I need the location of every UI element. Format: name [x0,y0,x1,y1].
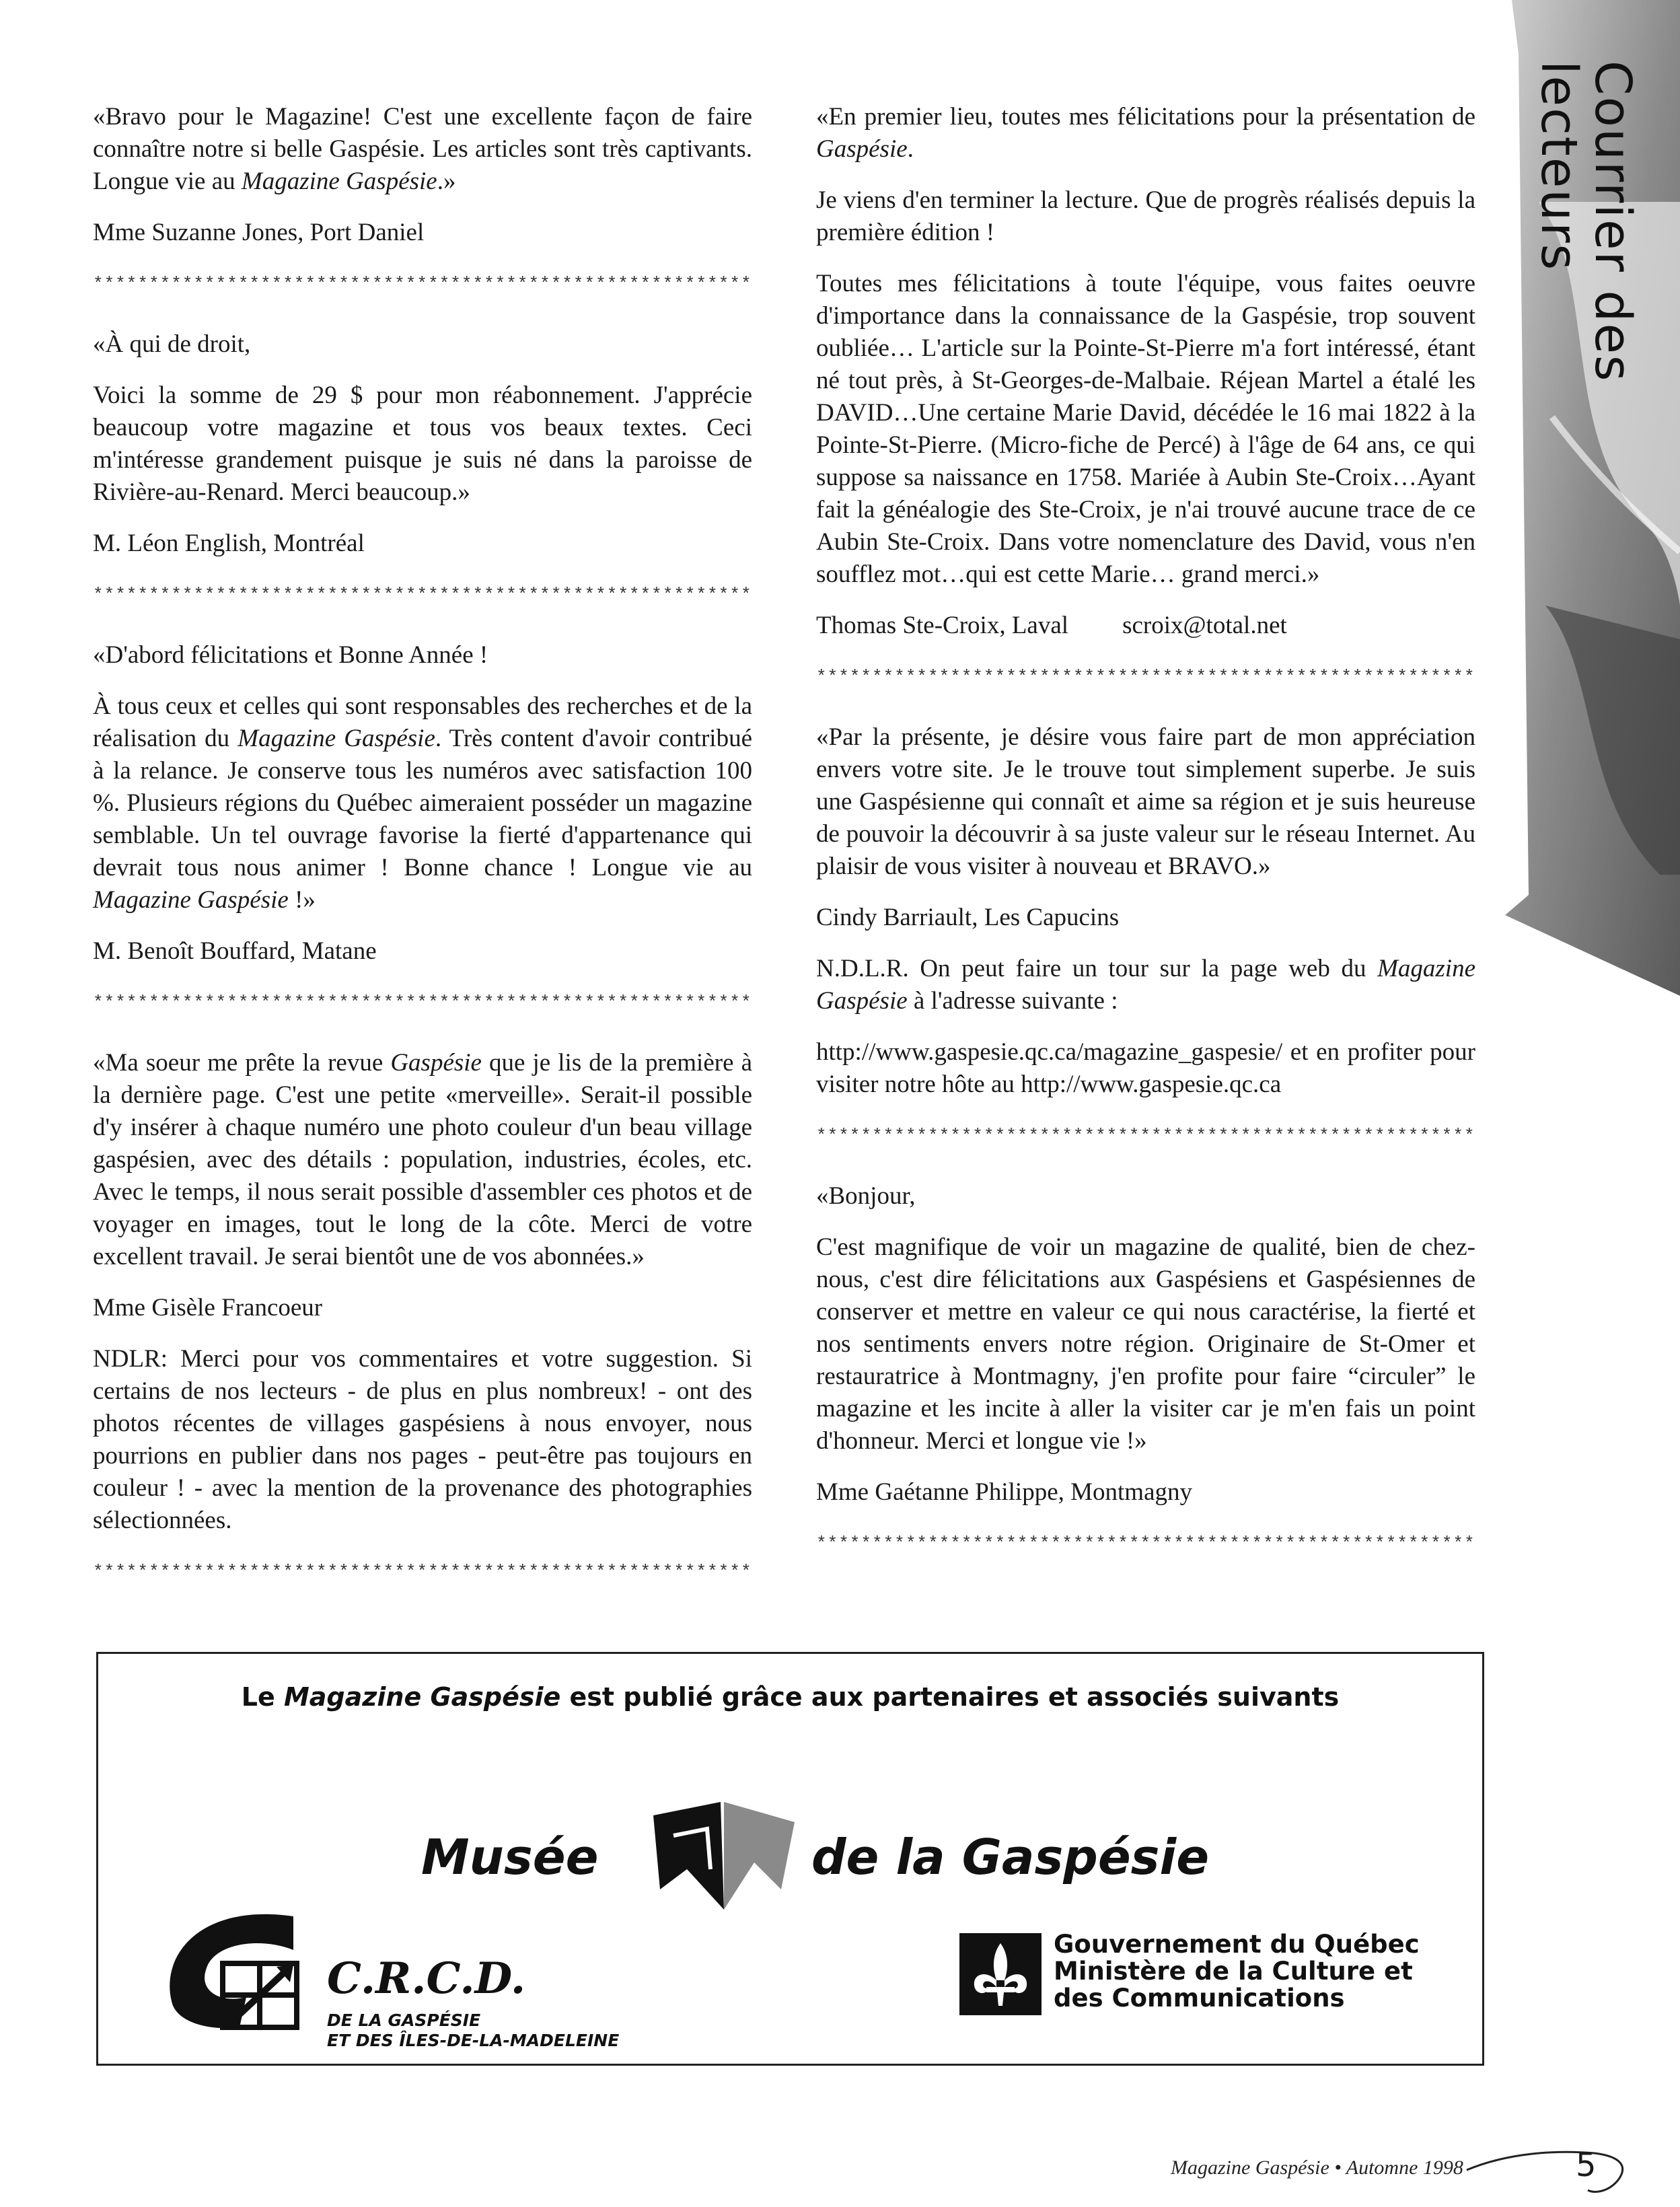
letter-signature: M. Benoît Bouffard, Matane [93,937,377,965]
gouv-line: Ministère de la Culture et [1054,1957,1413,1986]
banner-title: Courrier des lecteurs [1530,61,1642,383]
letter-paragraph: Toutes mes félicitations à toute l'équipe, vous faites oeuvre d'importance dans la connaissance de la Gaspésie, trop souvent oubliée… L'article sur la Pointe-St-Pierre m'a fort intéressé, étant né tout près, à St-Georges-de-Malbaie. Réjean Martel a étalé les DAVID…Une certaine Marie David, décédée le 16 mai 1822 à la Pointe-St-Pierre. (Micro-fiche de Percé) à l'âge de 64 ans, ce qui suppose sa naissance en 1758. Mariée à Aubin Ste-Croix…Ayant fait la généalogie des Ste-Croix, je n'ai trouvé aucune trace de ce Aubin Ste-Croix. Dans votre nomenclature des David, vous n'en soufflez mot…qui est cette Marie… grand merci.» [816,270,1475,588]
letter-greeting: «D'abord félicitations et Bonne Année ! [93,641,488,669]
gouv-line: des Communications [1054,1984,1345,2013]
letter-signature: M. Léon English, Montréal [93,530,365,557]
page-footer: Magazine Gaspésie • Automne 1998 [1171,2157,1463,2179]
letter-signature: Cindy Barriault, Les Capucins [816,904,1120,931]
letter-greeting: «À qui de droit, [93,330,251,358]
gouvernement-logo [959,1926,1444,2027]
crcd-subtitle: DE LA GASPÉSIE [327,2011,481,2030]
letter-signature: Mme Gisèle Francoeur [93,1294,323,1322]
editor-note: NDLR: Merci pour vos commentaires et votre suggestion. Si certains de nos lecteurs - de plus en plus nombreux! - ont des photos récentes de villages gaspésiens à nous envoyer, nous pourrions en publier dans nos pages - peut-être pas toujours en couleur ! - avec la mention de la provenance des photographies sélectionnées. [93,1345,752,1534]
gouv-line: Gouvernement du Québec [1054,1930,1420,1959]
letter-paragraph: «Par la présente, je désire vous faire part de mon appréciation envers votre site. Je le trouve tout simplement superbe. Je suis une Gaspésienne qui connaît et aime sa région et je suis heureuse de pouvoir la découvrir à sa juste valeur sur le réseau Internet. Au plaisir de vous visiter à nouveau et BRAVO.» [816,723,1475,880]
email-link[interactable]: scroix@total.net [1122,612,1287,639]
separator [816,661,1475,693]
page-number: 5 [1576,2146,1597,2184]
musee-emblem-icon [647,1788,801,1916]
letter-paragraph: C'est magnifique de voir un magazine de qualité, bien de chez-nous, c'est dire félicitations aux Gaspésiens et Gaspésiennes de conserver et mettre en valeur ce qui nous caractérise, la fierté et nos sentiments envers notre région. Originaire de St-Omer et restauratrice à Montmagny, j'en profite pour faire “circuler” le magazine et les incite à aller la visiter car je m'en fais un point d'honneur. Merci et longue vie !» [816,1233,1475,1455]
separator [93,268,752,300]
letter-paragraph: «Bravo pour le Magazine! C'est une excellente façon de faire connaître notre si belle Gaspésie. Les articles sont très captivants. Longue vie au Magazine Gaspésie.» [93,103,752,195]
letter-greeting: «Bonjour, [816,1182,916,1210]
page-number-swoosh-icon [1460,2140,1635,2200]
separator [93,579,752,611]
sponsors-heading: Le Magazine Gaspésie est publié grâce aux partenaires et associés suivants [241,1682,1340,1712]
letter-signature: Mme Suzanne Jones, Port Daniel [93,219,425,246]
fleur-de-lis-icon [959,1933,1042,2015]
left-column [93,101,752,1616]
right-column [816,101,1475,1588]
separator [816,1120,1475,1152]
section-banner [1498,0,1680,1009]
musee-word: de la Gaspésie [811,1829,1210,1885]
crcd-subtitle: ET DES ÎLES-DE-LA-MADELEINE [327,2031,620,2050]
letter-paragraph: Voici la somme de 29 $ pour mon réabonnement. J'apprécie beaucoup votre magazine et tous vos beaux textes. Ceci m'intéresse grandement puisque je suis né dans la paroisse de Rivière-au-Renard. Merci beaucoup.» [93,382,752,506]
crcd-name: C.R.C.D. [327,1953,526,2004]
letter-paragraph: «En premier lieu, toutes mes félicitations pour la présentation de Gaspésie. [816,103,1475,163]
letter-paragraph: À tous ceux et celles qui sont responsables des recherches et de la réalisation du Magazine Gaspésie. Très content d'avoir contribué à la relance. Je conserve tous les numéros avec satisfaction 100 %. Plusieurs régions du Québec aimeraient posséder un magazine semblable. Un tel ouvrage favorise la fierté d'appartenance qui devrait tous nous animer ! Bonne chance ! Longue vie au Magazine Gaspésie !» [93,692,752,914]
letter-signature: Mme Gaétanne Philippe, Montmagny [816,1478,1193,1506]
crcd-emblem-icon [159,1903,314,2037]
letter-signature: Thomas Ste-Croix, Laval scroix@total.net [816,612,1287,639]
letter-paragraph: Je viens d'en terminer la lecture. Que de progrès réalisés depuis la première édition ! [816,186,1475,246]
editor-note: N.D.L.R. On peut faire un tour sur la page web du Magazine Gaspésie à l'adresse suivante : [816,955,1475,1015]
musee-word: Musée [421,1829,599,1885]
sponsors-box [96,1652,1484,2066]
letter-paragraph: «Ma soeur me prête la revue Gaspésie que je lis de la première à la dernière page. C'est une petite «merveille». Serait-il possible d'y insérer à chaque numéro une photo couleur d'un beau village gaspésien, avec des détails : population, industries, écoles, etc. Avec le temps, il nous serait possible d'assembler ces photos et de voyager en images, tout le long de la côte. Merci de votre excellent travail. Je serai bientôt une de vos abonnées.» [93,1049,752,1270]
separator [816,1527,1475,1560]
crcd-logo [159,1903,670,2051]
website-url[interactable]: http://www.gaspesie.qc.ca/magazine_gaspesie/ et en profiter pour visiter notre hôte au http://www.gaspesie.qc.ca [816,1038,1475,1098]
separator [93,1556,752,1588]
separator [93,986,752,1019]
